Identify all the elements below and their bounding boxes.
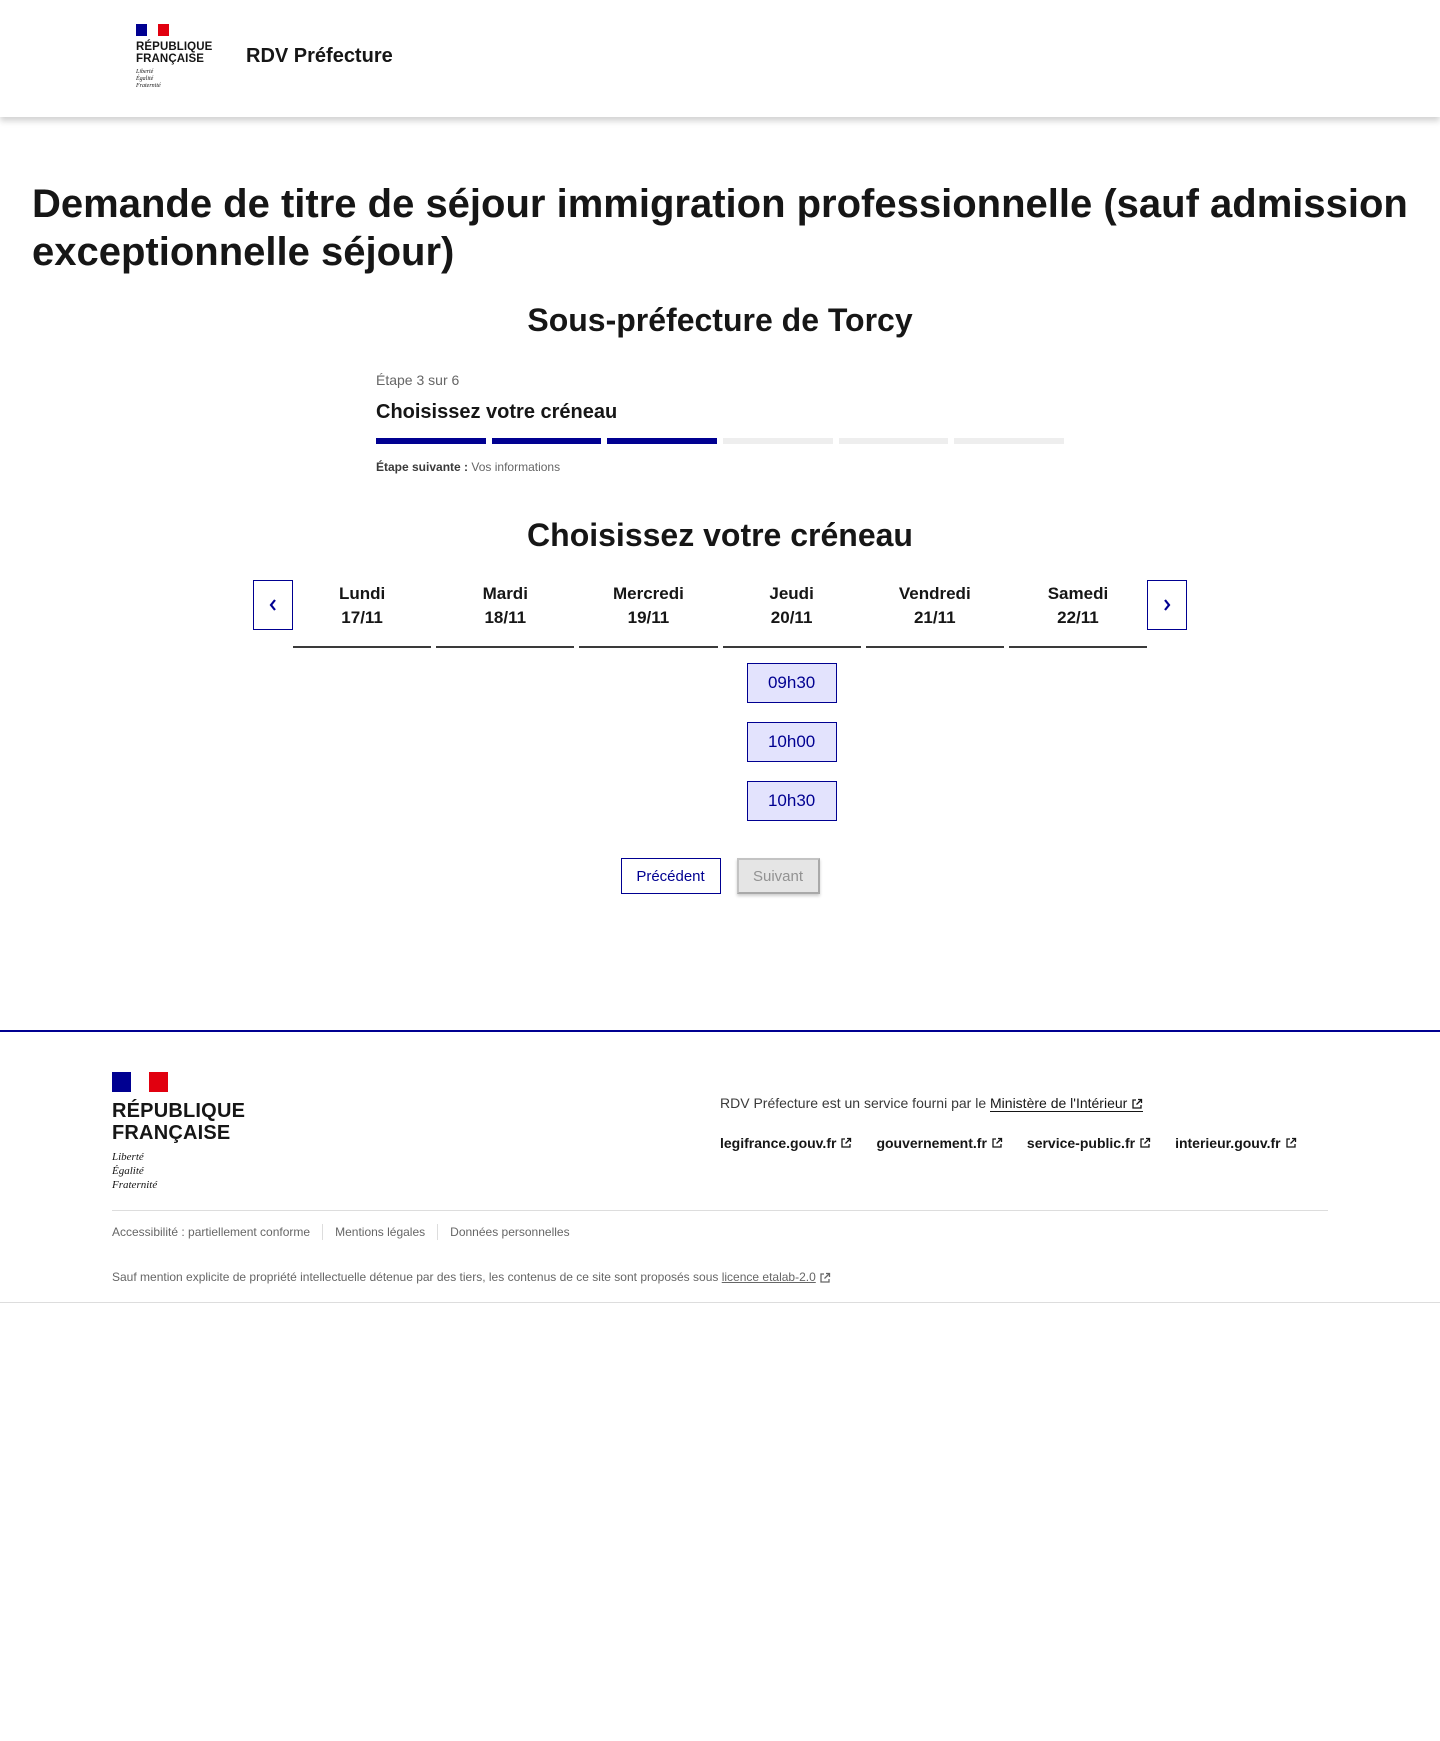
motto-line-3: Fraternité bbox=[136, 83, 161, 89]
next-week-button[interactable] bbox=[1147, 580, 1187, 630]
external-link-icon bbox=[991, 1137, 1003, 1149]
calendar-days bbox=[293, 580, 1147, 821]
day-column bbox=[436, 580, 574, 821]
marianne-flag-icon bbox=[136, 24, 169, 36]
day-date: 19/11 bbox=[627, 608, 670, 627]
footer-external-links bbox=[720, 1135, 1297, 1151]
time-slot-button[interactable]: 10h30 bbox=[747, 781, 837, 821]
office-title: Sous-préfecture de Torcy bbox=[527, 302, 913, 338]
footer-bottom-links bbox=[112, 1224, 582, 1240]
ministere-interieur-link[interactable] bbox=[990, 1095, 1143, 1112]
day-column bbox=[579, 580, 717, 821]
footer-link-label: gouvernement.fr bbox=[876, 1135, 987, 1151]
day-column bbox=[723, 580, 861, 821]
previous-week-button[interactable] bbox=[253, 580, 293, 630]
footer-license bbox=[112, 1270, 831, 1284]
footer-divider bbox=[112, 1210, 1328, 1211]
stepper-title: Choisissez votre créneau bbox=[376, 401, 618, 423]
site-footer bbox=[0, 1030, 1440, 1303]
footer-bottom-link[interactable]: Mentions légales bbox=[322, 1224, 437, 1240]
footer-bottom-link[interactable]: Données personnelles bbox=[437, 1224, 581, 1240]
chevron-right-icon bbox=[1162, 598, 1172, 612]
page-title: Demande de titre de séjour immigration professionnelle (sauf admission exceptionnelle séjour) bbox=[32, 182, 1408, 274]
stepper bbox=[376, 370, 1064, 475]
footer-link-label: legifrance.gouv.fr bbox=[720, 1135, 837, 1151]
stepper-state: Étape 3 sur 6 bbox=[376, 372, 460, 388]
day-column bbox=[866, 580, 1004, 821]
time-slot-button[interactable]: 10h00 bbox=[747, 722, 837, 762]
footer-description bbox=[720, 1095, 1143, 1111]
logo-line-1: RÉPUBLIQUE bbox=[136, 41, 213, 53]
external-link-icon bbox=[1131, 1098, 1143, 1110]
stepper-next-value: Vos informations bbox=[471, 460, 561, 474]
day-header bbox=[436, 580, 574, 648]
license-text: Sauf mention explicite de propriété intellectuelle détenue par des tiers, les contenus de ce site sont proposés sous bbox=[112, 1270, 719, 1284]
footer-logo-line-2: FRANÇAISE bbox=[112, 1122, 231, 1144]
footer-link[interactable] bbox=[876, 1135, 1002, 1151]
day-date: 21/11 bbox=[913, 608, 956, 627]
day-name: Mercredi bbox=[612, 584, 684, 603]
day-date: 17/11 bbox=[341, 608, 383, 627]
service-title[interactable]: RDV Préfecture bbox=[246, 45, 393, 67]
day-name: Lundi bbox=[338, 584, 386, 603]
footer-marianne-flag-icon bbox=[112, 1072, 168, 1092]
day-header bbox=[723, 580, 861, 648]
day-name: Mardi bbox=[482, 584, 528, 603]
external-link-icon bbox=[840, 1137, 852, 1149]
footer-link-label: service-public.fr bbox=[1026, 1135, 1136, 1151]
day-column bbox=[293, 580, 431, 821]
day-header bbox=[293, 580, 431, 648]
motto-line-2: Égalité bbox=[136, 76, 154, 82]
slot-list bbox=[723, 663, 861, 821]
external-link-icon bbox=[819, 1272, 831, 1284]
day-name: Samedi bbox=[1047, 584, 1109, 603]
site-header bbox=[0, 0, 1440, 117]
footer-motto-line-1: Liberté bbox=[112, 1151, 144, 1163]
day-column bbox=[1009, 580, 1147, 821]
external-link-icon bbox=[1139, 1137, 1151, 1149]
next-button: Suivant bbox=[737, 858, 820, 894]
footer-motto-line-3: Fraternité bbox=[112, 1179, 158, 1191]
stepper-progress bbox=[376, 438, 1064, 444]
logo-line-2: FRANÇAISE bbox=[136, 53, 204, 65]
footer-link[interactable] bbox=[1027, 1135, 1151, 1151]
stepper-bar bbox=[376, 438, 486, 444]
form-actions bbox=[0, 858, 1440, 894]
day-header bbox=[866, 580, 1004, 648]
chevron-left-icon bbox=[268, 598, 278, 612]
stepper-next-step bbox=[376, 459, 1064, 475]
licence-etalab-link[interactable] bbox=[722, 1270, 816, 1284]
slot-section-title: Choisissez votre créneau bbox=[527, 517, 913, 553]
republique-francaise-logo[interactable] bbox=[136, 24, 226, 90]
day-header bbox=[1009, 580, 1147, 648]
ministere-interieur-link-label: Ministère de l'Intérieur bbox=[990, 1095, 1128, 1111]
footer-link-label: interieur.gouv.fr bbox=[1175, 1135, 1281, 1151]
footer-description-text: RDV Préfecture est un service fourni par le bbox=[720, 1095, 987, 1111]
stepper-bar bbox=[723, 438, 833, 444]
motto-line-1: Liberté bbox=[136, 69, 154, 75]
day-header bbox=[579, 580, 717, 648]
licence-etalab-link-label: licence etalab-2.0 bbox=[721, 1270, 816, 1284]
day-name: Jeudi bbox=[769, 584, 814, 603]
footer-republique-francaise-logo[interactable] bbox=[112, 1072, 252, 1192]
external-link-icon bbox=[1285, 1137, 1297, 1149]
previous-button[interactable]: Précédent bbox=[621, 858, 721, 894]
footer-bottom-link[interactable]: Accessibilité : partiellement conforme bbox=[112, 1225, 311, 1239]
footer-logo-line-1: RÉPUBLIQUE bbox=[112, 1100, 246, 1122]
stepper-bar bbox=[607, 438, 717, 444]
day-date: 22/11 bbox=[1057, 608, 1099, 627]
day-date: 18/11 bbox=[484, 608, 527, 627]
time-slot-button[interactable]: 09h30 bbox=[747, 663, 837, 703]
stepper-bar bbox=[492, 438, 602, 444]
stepper-next-label: Étape suivante : bbox=[376, 460, 469, 474]
stepper-bar bbox=[954, 438, 1064, 444]
stepper-bar bbox=[839, 438, 949, 444]
footer-motto-line-2: Égalité bbox=[112, 1165, 144, 1177]
day-date: 20/11 bbox=[770, 608, 813, 627]
footer-link[interactable] bbox=[720, 1135, 852, 1151]
day-name: Vendredi bbox=[898, 584, 971, 603]
footer-link[interactable] bbox=[1175, 1135, 1297, 1151]
